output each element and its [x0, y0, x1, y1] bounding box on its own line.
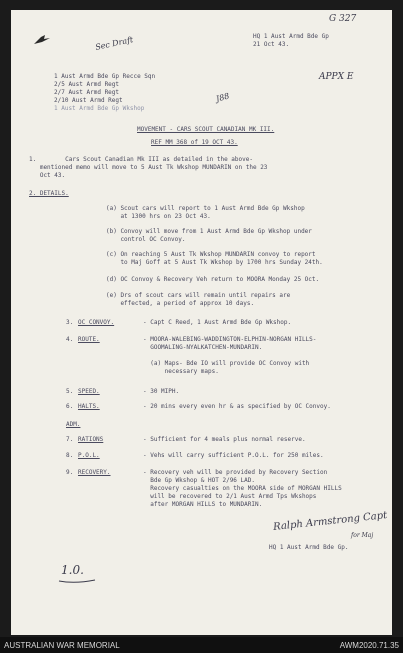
detail-a-line: at 1300 hrs on 23 Oct 43.	[106, 213, 211, 220]
item-number: 4.	[66, 336, 74, 343]
distribution-item: 1 Aust Armd Bde Gp Wkshop	[54, 105, 145, 112]
footer-accession-number: AWM2020.71.35	[339, 641, 399, 650]
item-line: after MORGAN HILLS to MUNDARIN.	[143, 501, 263, 508]
detail-e-line: (e) Drs of scout cars will remain until repairs are	[106, 292, 291, 299]
para1-line: 1. Cars Scout Canadian Mk III as detailed in the above-	[29, 156, 253, 163]
bottom-initials: 1.0.	[61, 563, 84, 577]
ink-blot-icon	[33, 34, 51, 46]
item-line: - Capt C Reed, 1 Aust Armd Bde Gp Wkshop.	[143, 319, 292, 326]
item-line: - Vehs will carry sufficient P.O.L. for 250 miles.	[143, 452, 324, 459]
item-line: - MOORA-WALEBING-WADDINGTON-ELPHIN-NORGAN HILLS-	[143, 336, 317, 343]
signature-block: HQ 1 Aust Armd Bde Gp.	[269, 544, 349, 551]
detail-a-line: (a) Scout cars will report to 1 Aust Armd Bde Gp Wkshop	[106, 205, 305, 212]
item-label: RATIONS	[78, 436, 104, 443]
distribution-item: 2/7 Aust Armd Regt	[54, 89, 120, 96]
item-label: RECOVERY.	[78, 469, 111, 476]
item-line: - 30 MIPH.	[143, 388, 180, 395]
document-page	[11, 10, 392, 635]
para1-line: Oct 43.	[29, 172, 66, 179]
footer-institution: AUSTRALIAN WAR MEMORIAL	[4, 641, 120, 650]
item-line: GOOMALING-NYALKATCHEN-MUNDARIN.	[143, 344, 263, 351]
item-number: 5.	[66, 388, 74, 395]
item-number: 7.	[66, 436, 74, 443]
item-label: ROUTE.	[78, 336, 100, 343]
para1-line: mentioned memo will move to 5 Aust Tk Wkshop MUNDARIN on the 23	[29, 164, 268, 171]
item-line: Bde Gp Wkshop & HOT 2/96 LAD.	[143, 477, 255, 484]
item-label: HALTS.	[78, 403, 100, 410]
item-number: 6.	[66, 403, 74, 410]
detail-c-line: (c) On reaching 5 Aust Tk Wkshop MUNDARIN convoy to report	[106, 251, 316, 258]
signature-for: for Maj	[351, 532, 374, 539]
detail-b-line: (b) Convoy will move from 1 Aust Armd Bde Gp Wkshop under	[106, 228, 312, 235]
item-label: P.O.L.	[78, 452, 100, 459]
corner-reference: G 327	[329, 14, 357, 24]
distribution-item: 1 Aust Armd Bde Gp Recce Sqn	[54, 73, 156, 80]
item-line: will be recovered to 2/1 Aust Armd Tps Wkshops	[143, 493, 317, 500]
item-line: - Recovery veh will be provided by Recovery Section	[143, 469, 328, 476]
distribution-item: 2/10 Aust Armd Regt	[54, 97, 123, 104]
item-line: - Sufficient for 4 meals plus normal reserve.	[143, 436, 306, 443]
handwritten-draft-mark: Sec Draft	[94, 35, 134, 52]
item-number: 3.	[66, 319, 74, 326]
memo-reference: REF MM 368 of 19 OCT 43.	[151, 139, 238, 146]
header-unit: HQ 1 Aust Armd Bde Gp	[253, 33, 329, 40]
header-date: 21 Oct 43.	[253, 41, 290, 48]
initial-mark: J88	[215, 91, 231, 104]
detail-e-line: effected, a period of approx 10 days.	[106, 300, 255, 307]
item-line: necessary maps.	[143, 368, 219, 375]
underline-stroke-icon	[57, 577, 97, 585]
item-number: 9.	[66, 469, 74, 476]
archive-footer	[0, 637, 403, 653]
detail-b-line: control OC Convoy.	[106, 236, 186, 243]
detail-d-line: (d) OC Convoy & Recovery Veh return to MOORA Monday 25 Oct.	[106, 276, 320, 283]
adm-heading: ADM.	[66, 421, 81, 428]
item-line: - 20 mins every even hr & as specified by OC Convoy.	[143, 403, 331, 410]
item-number: 8.	[66, 452, 74, 459]
item-label: OC CONVOY.	[78, 319, 115, 326]
item-label: SPEED.	[78, 388, 100, 395]
memo-title: MOVEMENT - CARS SCOUT CANADIAN MK III.	[137, 126, 275, 133]
item-line: (a) Maps- Bde IO will provide OC Convoy with	[143, 360, 310, 367]
details-heading: 2. DETAILS.	[29, 190, 69, 197]
distribution-item: 2/5 Aust Armd Regt	[54, 81, 120, 88]
item-line: Recovery casualties on the MOORA side of MORGAN HILLS	[143, 485, 342, 492]
detail-c-line: to Maj Goff at 5 Aust Tk Wkshop by 1700 hrs Sunday 24th.	[106, 259, 323, 266]
appendix-mark: APPX E	[319, 72, 354, 82]
signature: Ralph Armstrong Capt	[272, 510, 388, 533]
